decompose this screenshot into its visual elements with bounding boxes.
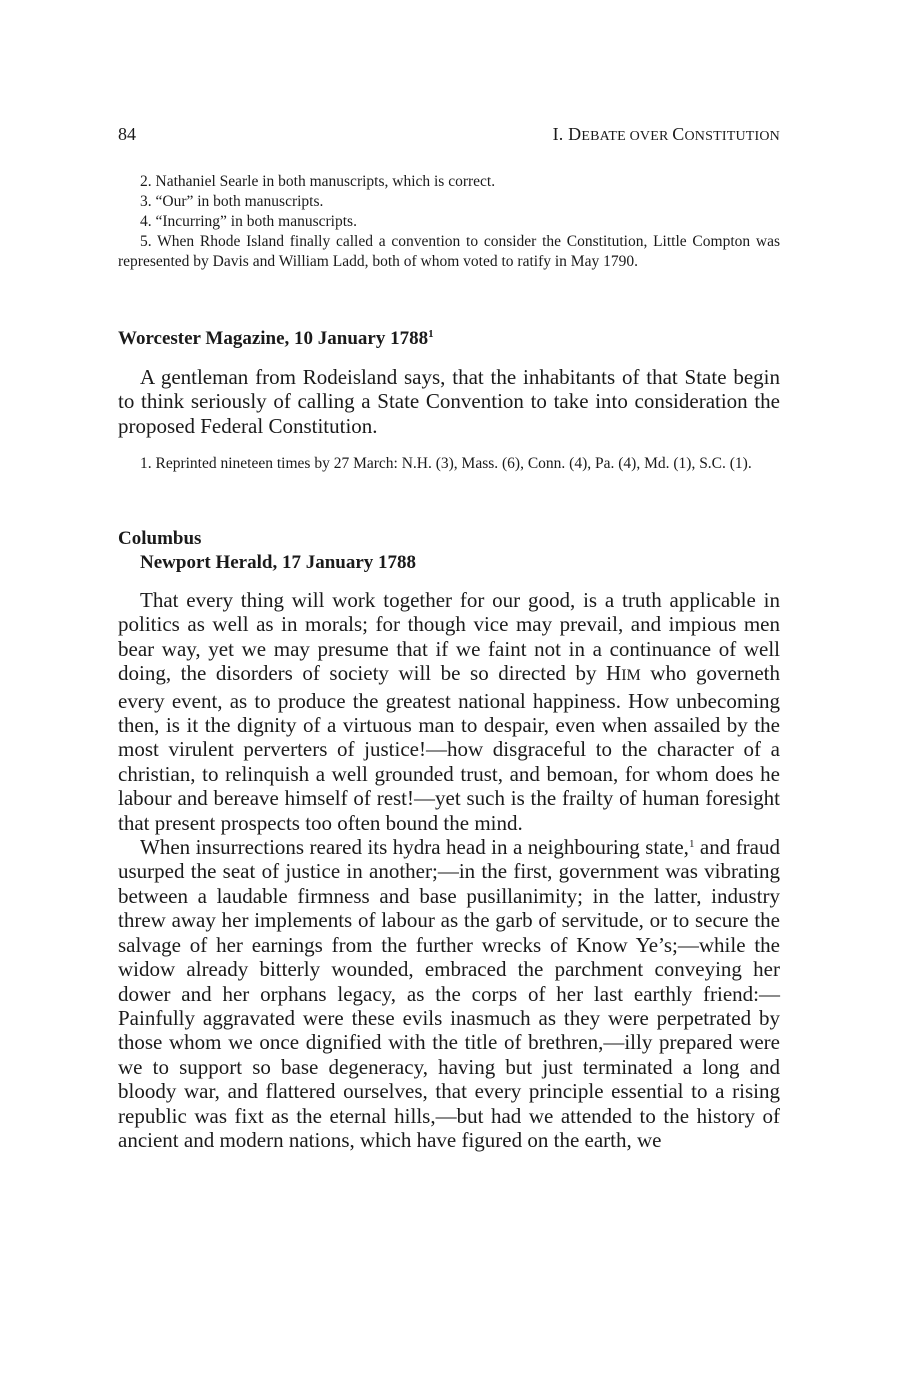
page-number: 84 <box>118 124 136 144</box>
running-head <box>118 124 780 148</box>
footnote-ref: 1 <box>688 838 695 851</box>
running-title: I. DEBATE OVER CONSTITUTION <box>552 124 780 144</box>
footnote-3: 3. “Our” in both manuscripts. <box>140 193 324 210</box>
paragraph-1: That every thing will work together for our good, is a truth applicable in politics as well as in morals; for though vice may prevail, and impious men bear way, yet we may presume that if we faint not in a continuance of well doing, the disorders of society will be so directed by HIM who governeth every event, as to produce the greatest national happiness. How unbecoming then, is it the dignity of a virtuous man to despair, even when assailed by the most virulent perverters of justice!—how disgraceful to the character of a christian, to relinquish a well grounded trust, and bemoan, for whom does he labour and bereave himself of rest!—yet such is the frailty of human foresight that present prospects too often bound the mind. <box>118 588 780 835</box>
section-subheading: Newport Herald, 17 January 1788 <box>140 552 417 573</box>
section-heading: Columbus <box>118 528 202 549</box>
section-footnotes <box>118 454 780 474</box>
section-worcester <box>118 327 780 474</box>
section-columbus <box>118 527 780 1152</box>
footnote-4: 4. “Incurring” in both manuscripts. <box>140 213 357 230</box>
paragraph: A gentleman from Rodeisland says, that the inhabitants of that State begin to think seriously of calling a State Convention to take into consideration the proposed Federal Constitution. <box>118 365 780 438</box>
section-body <box>118 365 780 438</box>
top-footnotes <box>118 172 780 272</box>
section-body <box>118 588 780 1152</box>
section-heading: Worcester Magazine, 10 January 1788$^1$ <box>118 328 434 349</box>
footnote-1: 1. Reprinted nineteen times by 27 March: N.H. (3), Mass. (6), Conn. (4), Pa. (4), Md. (1), S.C. (1). <box>140 455 752 473</box>
footnote-5: 5. When Rhode Island finally called a convention to consider the Constitution, Little Compton was represented by Davis and William Ladd, both of whom voted to ratify in May 1790. <box>118 233 780 270</box>
footnote-ref: 1 <box>428 328 434 340</box>
paragraph-2: When insurrections reared its hydra head in a neighbouring state,$^1$ and fraud usurped the seat of justice in another;—in the first, government was vibrating between a laudable firmness and base pusillanimity; in the latter, industry threw away her implements of labour as the garb of servitude, or to secure the salvage of her earnings from the further wrecks of Know Ye’s;—while the widow already bitterly wounded, embraced the parchment conveying her dower and her orphans legacy, as the corps of her last earthly friend:—Painfully aggravated were these evils inasmuch as they were perpetrated by those whom we once dignified with the title of brethren,—illy prepared were we to support so base degeneracy, having but just terminated a long and bloody war, and flattered ourselves, that every principle essential to a rising republic was fixt as the eternal hills,—but had we attended to the history of ancient and modern nations, which have figured on the earth, we <box>118 835 780 1152</box>
footnote-2: 2. Nathaniel Searle in both manuscripts, which is correct. <box>140 173 496 190</box>
